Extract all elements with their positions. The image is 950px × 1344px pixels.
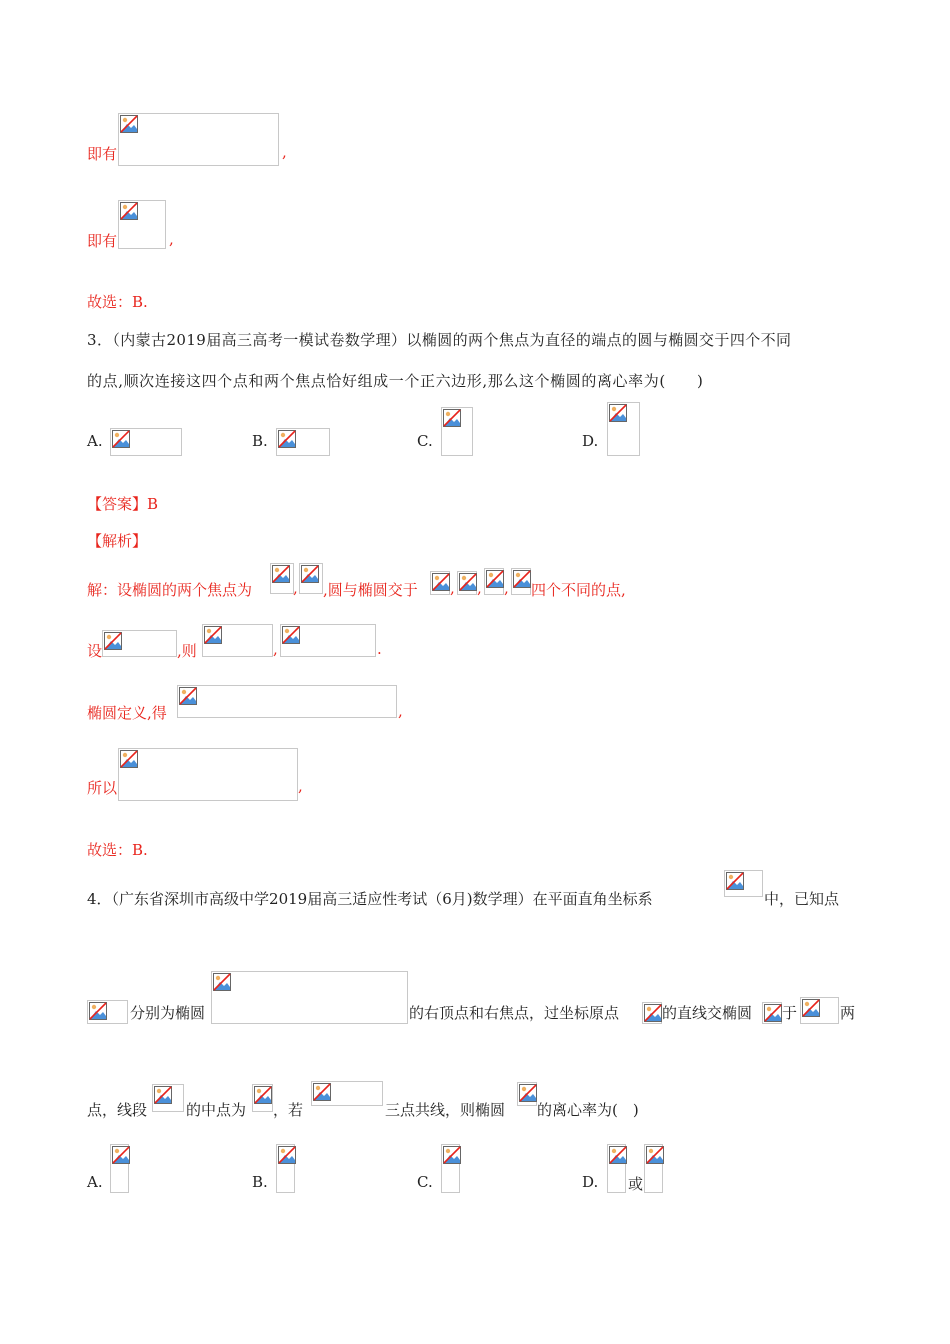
- broken-image-icon: [313, 1083, 331, 1101]
- broken-image-icon: [89, 1002, 107, 1020]
- q3-sol-line3-b: ,: [398, 702, 403, 720]
- option-c-image: [441, 1144, 460, 1193]
- option-c-image: [441, 407, 473, 456]
- q4-stem-a: 4．（广东省深圳市高级中学2019届高三适应性考试（6月)数学理）在平面直角坐标系: [87, 890, 653, 908]
- broken-image-icon: [282, 626, 300, 644]
- formula-image: [280, 624, 376, 657]
- broken-image-icon: [120, 115, 138, 133]
- q3-stem-line1: 3．（内蒙古2019届高三高考一模试卷数学理）以椭圆的两个焦点为直径的端点的圆与椭圆交于四个不同: [87, 331, 792, 349]
- q3-option-c-label: C.: [417, 432, 433, 450]
- q4-stem-i: 的中点为: [186, 1101, 247, 1119]
- broken-image-icon: [764, 1004, 782, 1022]
- q4-option-d-or: 或: [628, 1175, 644, 1193]
- broken-image-icon: [802, 999, 820, 1017]
- formula-image: [211, 971, 408, 1024]
- q4-stem-k: 三点共线，则椭圆: [385, 1101, 506, 1119]
- formula-image: [762, 1002, 782, 1024]
- q4-option-d-label: D.: [582, 1173, 599, 1191]
- q4-stem-b: 中，已知点: [764, 890, 840, 908]
- formula-image: [177, 685, 397, 718]
- formula-image: [102, 630, 177, 657]
- broken-image-icon: [204, 626, 222, 644]
- formula-image: [642, 1002, 662, 1024]
- q4-stem-g: 两: [840, 1004, 856, 1022]
- formula-image: [430, 571, 450, 595]
- broken-image-icon: [112, 430, 130, 448]
- formula-image: [311, 1081, 383, 1106]
- q3-option-d-label: D.: [582, 432, 599, 450]
- option-b-image: [276, 1144, 295, 1193]
- broken-image-icon: [120, 202, 138, 220]
- broken-image-icon: [486, 570, 504, 588]
- option-d-image: [607, 402, 640, 456]
- broken-image-icon: [120, 750, 138, 768]
- q3-sol-line1-g: 四个不同的点,: [531, 581, 626, 599]
- formula-image: [484, 568, 504, 595]
- prev-line1-prefix: 即有: [87, 145, 118, 163]
- q3-sol-line1-a: 解：设椭圆的两个焦点为: [87, 581, 253, 599]
- broken-image-icon: [646, 1146, 664, 1164]
- broken-image-icon: [726, 872, 744, 890]
- q3-sol-line4-b: ,: [298, 777, 303, 795]
- formula-image: [118, 200, 166, 249]
- q4-option-c-label: C.: [417, 1173, 433, 1191]
- q3-sol-line2-d: .: [377, 640, 382, 658]
- broken-image-icon: [443, 409, 461, 427]
- broken-image-icon: [301, 565, 319, 583]
- formula-image: [724, 870, 763, 897]
- broken-image-icon: [609, 404, 627, 422]
- formula-image: [252, 1084, 273, 1112]
- q3-sol-line3-a: 椭圆定义,得: [87, 704, 167, 722]
- broken-image-icon: [104, 632, 122, 650]
- q4-stem-f: 于: [782, 1004, 798, 1022]
- q4-stem-d: 的右顶点和右焦点，过坐标原点: [409, 1004, 620, 1022]
- q3-sol-line1-f: ,: [504, 579, 509, 597]
- answer-label: 【答案】B: [87, 495, 159, 513]
- q3-sol-line1-e: ,: [477, 579, 482, 597]
- formula-image: [202, 624, 273, 657]
- prev-line2-suffix: ,: [169, 230, 174, 248]
- q4-stem-h: 点，线段: [87, 1101, 148, 1119]
- analysis-label: 【解析】: [87, 532, 148, 550]
- q3-sol-line2-a: 设: [87, 642, 103, 660]
- q4-stem-c: 分别为椭圆: [130, 1004, 206, 1022]
- broken-image-icon: [154, 1086, 172, 1104]
- broken-image-icon: [644, 1004, 662, 1022]
- broken-image-icon: [213, 973, 231, 991]
- q4-option-a-label: A.: [87, 1173, 103, 1191]
- formula-image: [800, 997, 839, 1024]
- broken-image-icon: [179, 687, 197, 705]
- broken-image-icon: [278, 430, 296, 448]
- prev-conclusion: 故选：B.: [87, 293, 148, 311]
- q3-conclusion: 故选：B.: [87, 841, 148, 859]
- q3-sol-line2-b: ,则: [177, 642, 197, 660]
- formula-image: [118, 748, 298, 801]
- option-a-image: [110, 1144, 129, 1193]
- q3-sol-line4-a: 所以: [87, 779, 118, 797]
- formula-image: [270, 563, 294, 594]
- broken-image-icon: [519, 1084, 537, 1102]
- option-d-image-1: [607, 1144, 626, 1193]
- option-b-image: [276, 428, 330, 456]
- q3-stem-line2: 的点,顺次连接这四个点和两个焦点恰好组成一个正六边形,那么这个椭圆的离心率为( ): [87, 372, 704, 390]
- q3-sol-line1-d: ,: [450, 579, 455, 597]
- broken-image-icon: [432, 573, 450, 591]
- broken-image-icon: [112, 1146, 130, 1164]
- prev-line1-suffix: ,: [282, 143, 287, 161]
- formula-image: [457, 571, 477, 595]
- broken-image-icon: [513, 570, 531, 588]
- formula-image: [152, 1084, 184, 1112]
- q3-option-b-label: B.: [252, 432, 268, 450]
- broken-image-icon: [609, 1146, 627, 1164]
- q3-sol-line1-b: ,: [293, 579, 298, 597]
- formula-image: [118, 113, 279, 166]
- broken-image-icon: [278, 1146, 296, 1164]
- q4-option-b-label: B.: [252, 1173, 268, 1191]
- broken-image-icon: [254, 1086, 272, 1104]
- formula-image: [517, 1082, 537, 1106]
- q3-option-a-label: A.: [87, 432, 103, 450]
- formula-image: [511, 568, 531, 595]
- q3-sol-line1-c: ,圆与椭圆交于: [323, 581, 418, 599]
- formula-image: [87, 1000, 128, 1024]
- broken-image-icon: [272, 565, 290, 583]
- q4-stem-l: 的离心率为( ): [537, 1101, 639, 1119]
- broken-image-icon: [443, 1146, 461, 1164]
- formula-image: [299, 563, 323, 594]
- prev-line2-prefix: 即有: [87, 232, 118, 250]
- option-d-image-2: [644, 1144, 663, 1193]
- q4-stem-e: 的直线交椭圆: [662, 1004, 753, 1022]
- option-a-image: [110, 428, 182, 456]
- broken-image-icon: [459, 573, 477, 591]
- q4-stem-j: ，若: [273, 1101, 304, 1119]
- q3-sol-line2-c: ,: [273, 640, 278, 658]
